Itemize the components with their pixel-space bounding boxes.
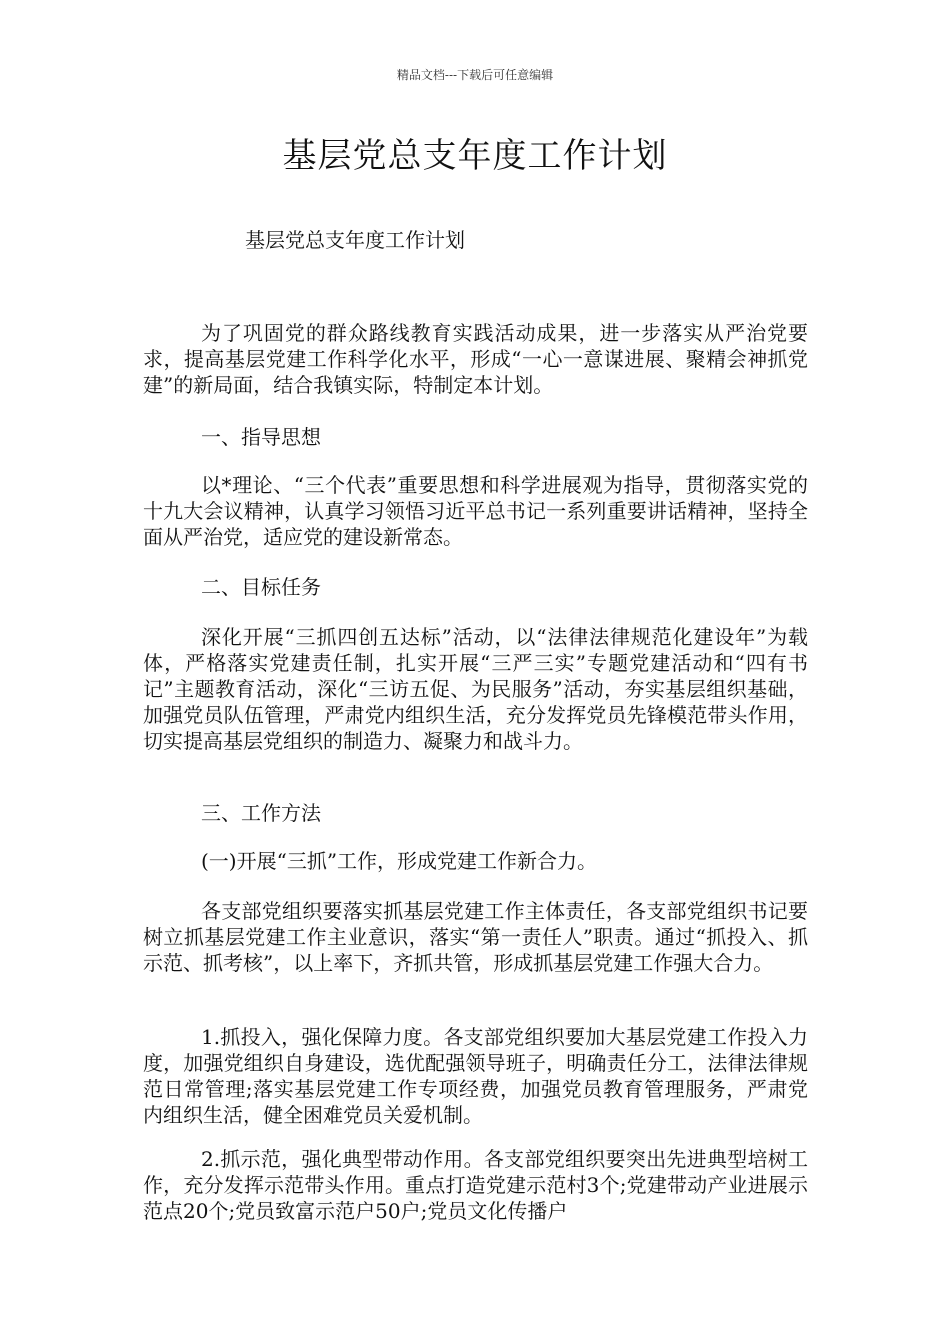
subsection-heading-three-grasps: (一)开展“三抓”工作，形成党建工作新合力。 [201, 849, 598, 873]
intro-paragraph: 为了巩固党的群众路线教育实践活动成果，进一步落实从严治党要求，提高基层党建工作科学化水平，形成“一心一意谋进展、聚精会神抓党建”的新局面，结合我镇实际，特制定本计划。 [143, 321, 808, 397]
section-heading-guiding-thought: 一、指导思想 [201, 425, 321, 449]
document-subtitle: 基层党总支年度工作计划 [245, 228, 465, 252]
section-heading-methods: 三、工作方法 [201, 801, 321, 825]
item-demonstration-paragraph: 2.抓示范，强化典型带动作用。各支部党组织要突出先进典型培树工作，充分发挥示范带头作用。重点打造党建示范村3个;党建带动产业进展示范点20个;党员致富示范户50户;党员文化传播户 [143, 1147, 808, 1223]
header-note: 精品文档---下载后可任意编辑 [396, 68, 554, 82]
item-investment-paragraph: 1.抓投入，强化保障力度。各支部党组织要加大基层党建工作投入力度，加强党组织自身建设，选优配强领导班子，明确责任分工，法律法律规范日常管理;落实基层党建工作专项经费，加强党员教育管理服务，严肃党内组织生活，健全困难党员关爱机制。 [143, 1025, 808, 1127]
section-heading-goals: 二、目标任务 [201, 575, 321, 599]
guiding-thought-paragraph: 以*理论、“三个代表”重要思想和科学进展观为指导，贯彻落实党的十九大会议精神，认真学习领悟习近平总书记一系列重要讲话精神，坚持全面从严治党，适应党的建设新常态。 [143, 473, 808, 549]
three-grasps-paragraph: 各支部党组织要落实抓基层党建工作主体责任，各支部党组织书记要树立抓基层党建工作主业意识，落实“第一责任人”职责。通过“抓投入、抓示范、抓考核”，以上率下，齐抓共管，形成抓基层党建工作强大合力。 [143, 899, 808, 975]
goals-paragraph: 深化开展“三抓四创五达标”活动，以“法律法律规范化建设年”为载体，严格落实党建责任制，扎实开展“三严三实”专题党建活动和“四有书记”主题教育活动，深化“三访五促、为民服务”活动，夯实基层组织基础，加强党员队伍管理，严肃党内组织生活，充分发挥党员先锋模范带头作用，切实提高基层党组织的制造力、凝聚力和战斗力。 [143, 625, 808, 753]
page-title: 基层党总支年度工作计划 [282, 136, 668, 176]
